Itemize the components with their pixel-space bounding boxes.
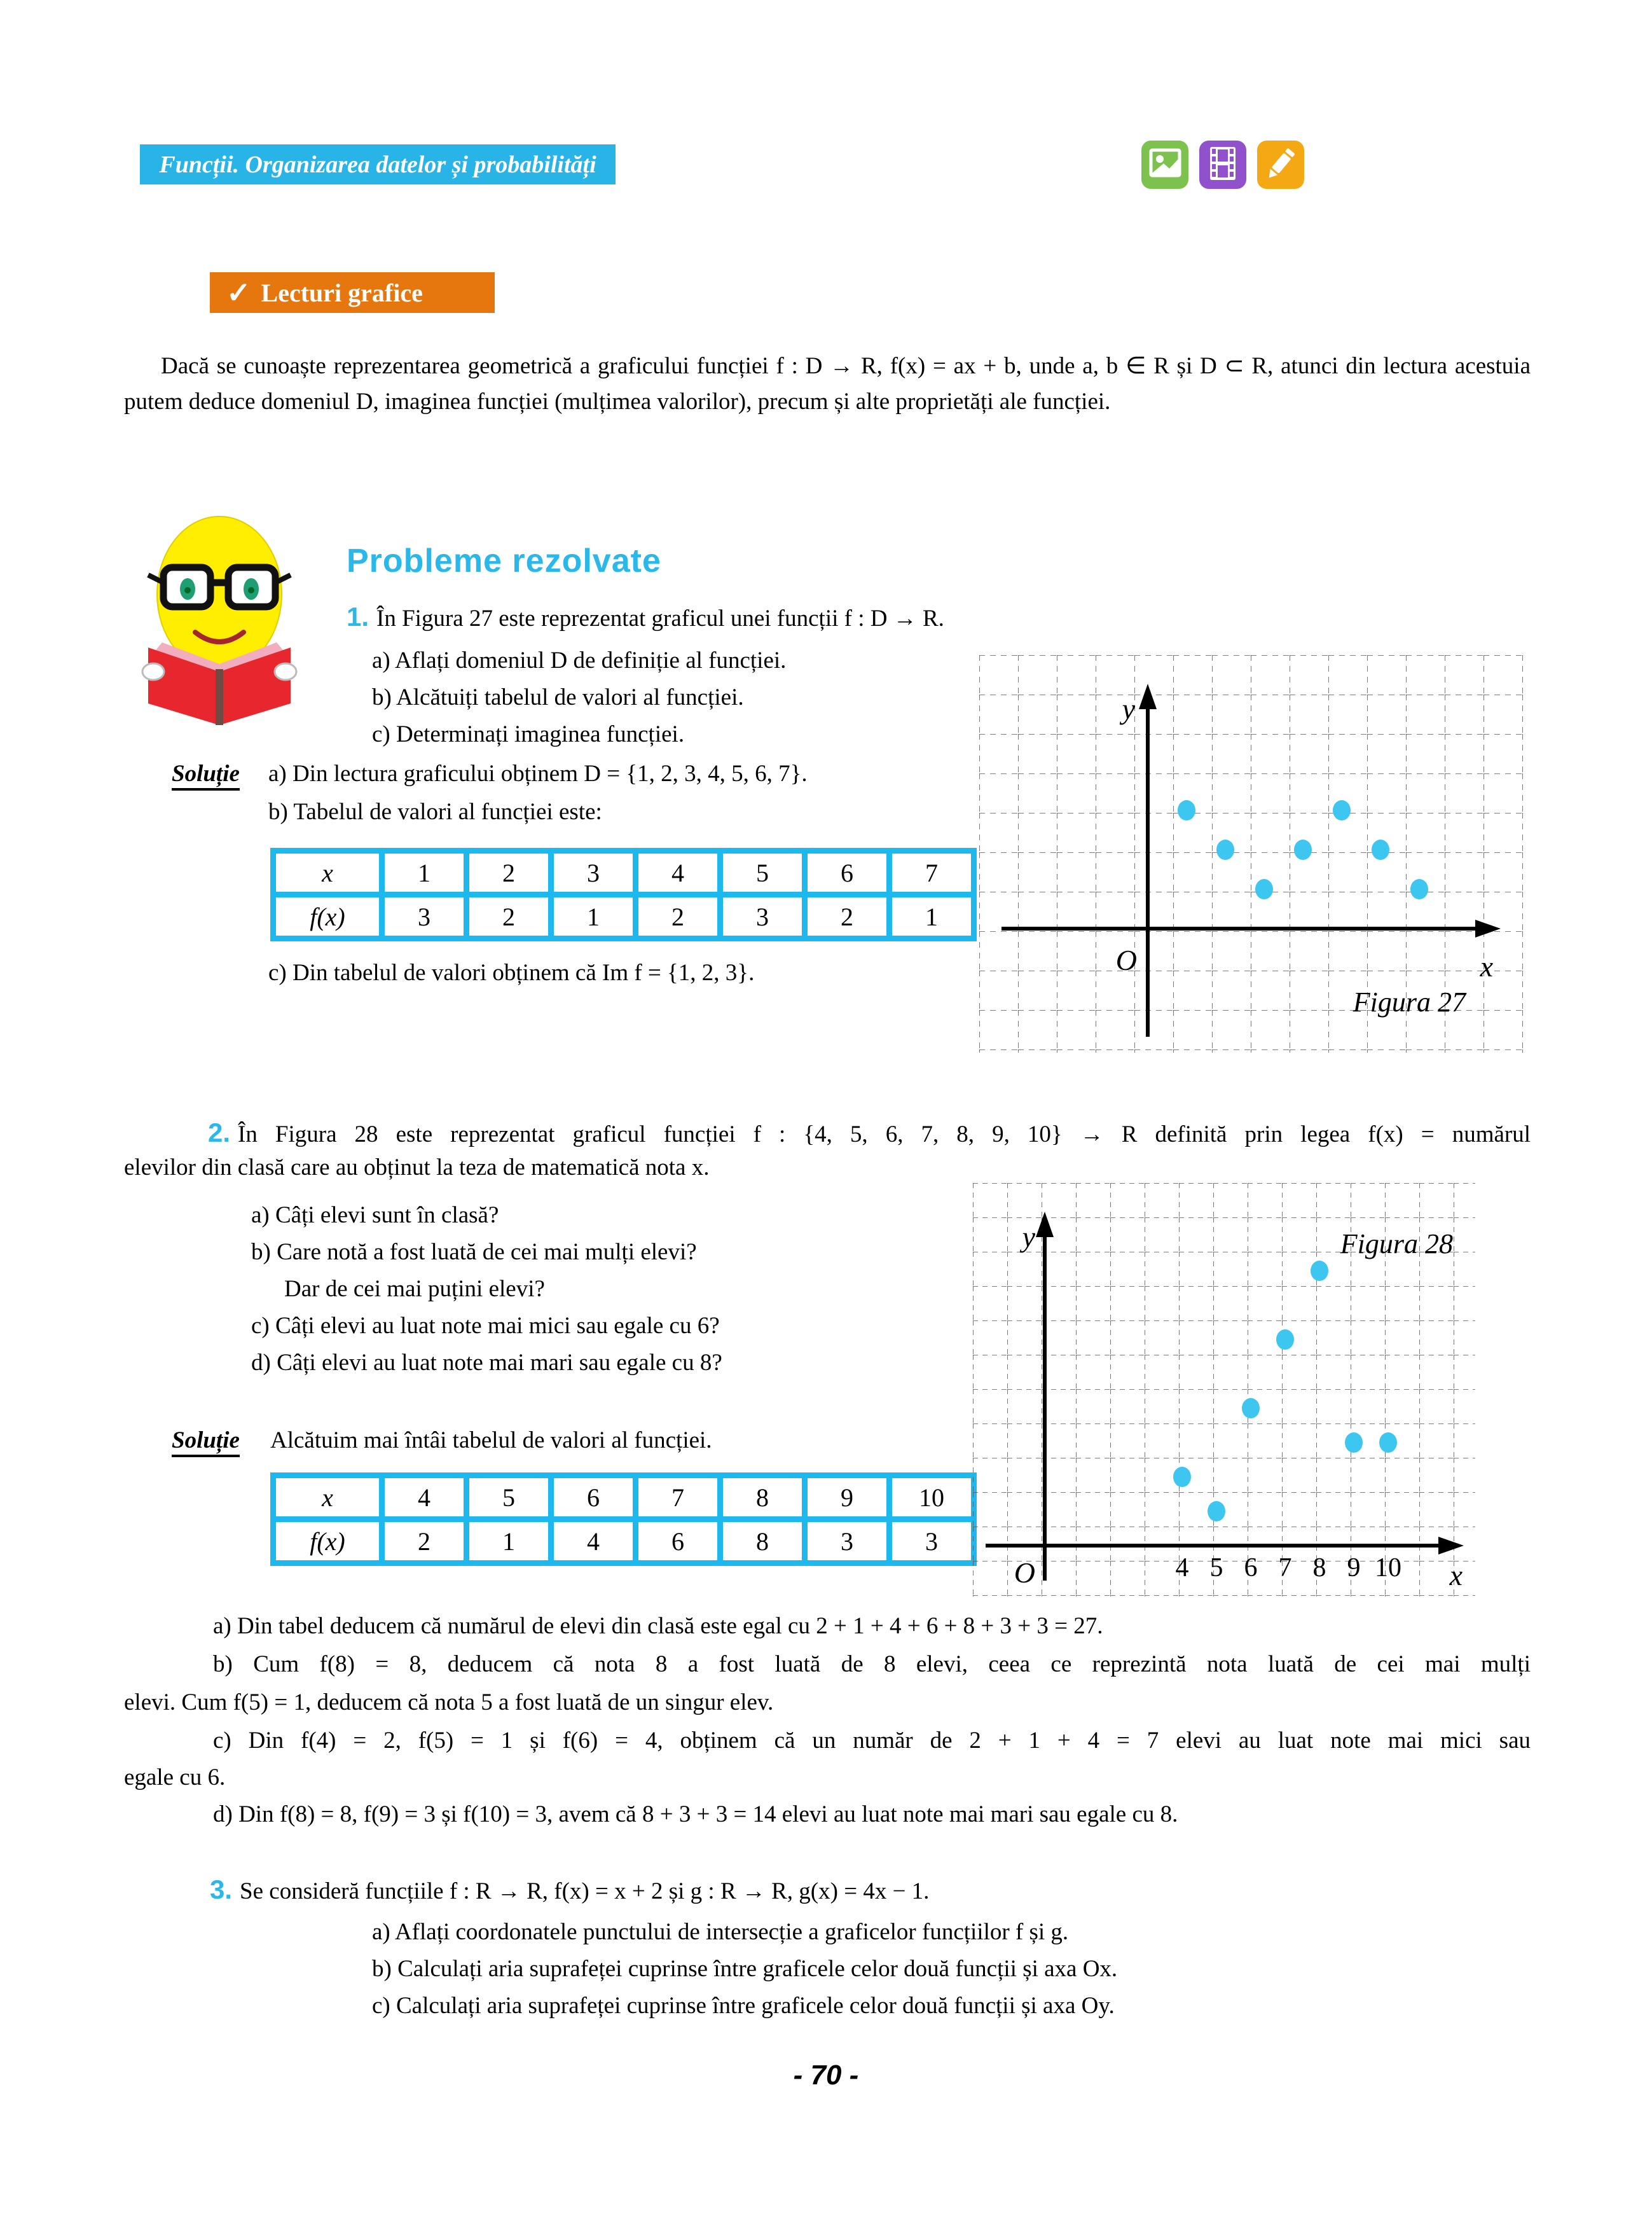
checkmark-icon: ✓ (226, 277, 251, 309)
chapter-banner-label: Funcții. Organizarea datelor și probabilități (159, 151, 596, 178)
problem1-solution-a: a) Din lectura graficului obținem D = {1, 2, 3, 4, 5, 6, 7}. (268, 761, 808, 787)
x-axis-label: x (1449, 1559, 1463, 1591)
problem2-solution-label: Soluție (172, 1425, 240, 1457)
problem2-item-c: c) Câți elevi au luat note mai mici sau egale cu 6? (251, 1313, 720, 1339)
problem1-number: 1. (347, 602, 369, 632)
table-row (276, 1478, 971, 1516)
x-tick: 9 (1347, 1553, 1361, 1582)
data-point (1294, 840, 1312, 860)
table-cell: 3 (808, 1522, 886, 1560)
problem3-statement: 3. Se consideră funcțiile f : R → R, f(x) = x + 2 și g : R → R, g(x) = 4x − 1. (210, 1874, 930, 1904)
problem2-solution-c-line2: egale cu 6. (124, 1764, 226, 1790)
x-tick: 5 (1209, 1553, 1223, 1582)
table-cell: 3 (723, 897, 802, 936)
table-cell: f(x) (276, 1522, 379, 1560)
problem2-solution-c-line1: c) Din f(4) = 2, f(5) = 1 și f(6) = 4, obținem că un număr de 2 + 1 + 4 = 7 elevi au luat note mai mici sau (213, 1728, 1531, 1754)
table-cell: 3 (892, 1522, 971, 1560)
y-axis-label: y (1022, 1221, 1035, 1253)
chapter-banner (140, 144, 616, 184)
data-point (1333, 800, 1351, 821)
problem2-solution-a: a) Din tabel deducem că numărul de elevi din clasă este egal cu 2 + 1 + 4 + 6 + 8 + 3 + 3 = 27. (213, 1613, 1103, 1639)
values-table-2 (270, 1472, 977, 1566)
pencil-icon (1257, 139, 1304, 191)
table-cell: x (276, 1478, 379, 1516)
table-cell: 5 (723, 854, 802, 892)
table-cell: 2 (638, 897, 717, 936)
problem2-solution-d: d) Din f(8) = 8, f(9) = 3 și f(10) = 3, avem că 8 + 3 + 3 = 14 elevi au luat note mai mari sau egale cu 8. (213, 1801, 1178, 1827)
table-cell: 2 (385, 1522, 464, 1560)
x-tick: 8 (1312, 1553, 1326, 1582)
table-cell: 4 (554, 1522, 633, 1560)
data-point (1255, 879, 1273, 899)
mascot-reading-icon (124, 513, 315, 732)
problem1-item-b: b) Alcătuiți tabelul de valori al funcției. (372, 684, 744, 710)
origin-label: O (1115, 944, 1137, 976)
values-table-1 (270, 848, 977, 941)
problem1-item-a: a) Aflați domeniul D de definiție al funcției. (372, 647, 787, 674)
x-axis-label: x (1480, 950, 1493, 983)
table-cell: 3 (385, 897, 464, 936)
table-cell: 1 (469, 1522, 548, 1560)
problems-heading: Probleme rezolvate (347, 543, 661, 579)
table-cell: 2 (469, 854, 548, 892)
intro-paragraph: Dacă se cunoaște reprezentarea geometrică a graficului funcției f : D → R, f(x) = ax + b, unde a, b ∈ R și D ⊂ R, atunci din lectura acestuia putem deduce domeniul D, imaginea funcției (mulțimea valorilor), precum și alte proprietăți ale funcției. (124, 353, 1531, 415)
data-point (1372, 840, 1389, 860)
table-cell: 1 (554, 897, 633, 936)
table-cell: 8 (723, 1478, 802, 1516)
pencil-button[interactable] (1257, 141, 1304, 189)
problem3-number: 3. (210, 1874, 233, 1904)
table-cell: 6 (638, 1522, 717, 1560)
table-cell: f(x) (276, 897, 379, 936)
table-row (276, 897, 971, 936)
data-point (1345, 1432, 1363, 1453)
problem3-item-c: c) Calculați aria suprafeței cuprinse între graficele celor două funcții și axa Oy. (372, 1993, 1115, 2019)
x-tick: 6 (1244, 1553, 1258, 1582)
table-row (276, 854, 971, 892)
table-cell: 2 (469, 897, 548, 936)
table-cell: 6 (554, 1478, 633, 1516)
problem1-solution-label: Soluție (172, 758, 240, 790)
table-cell: 4 (385, 1478, 464, 1516)
table-row (276, 1522, 971, 1560)
problem2-item-b: b) Care notă a fost luată de cei mai mulți elevi? (251, 1239, 697, 1265)
data-point (1173, 1467, 1191, 1487)
figure-27 (979, 655, 1523, 1056)
table-cell: 2 (808, 897, 886, 936)
x-tick: 10 (1375, 1553, 1401, 1582)
image-button[interactable] (1141, 141, 1188, 189)
problem1-statement: 1. În Figura 27 este reprezentat graficul unei funcții f : D → R. (347, 602, 944, 632)
problem2-item-d: d) Câți elevi au luat note mai mari sau egale cu 8? (251, 1350, 722, 1376)
table-cell: 3 (554, 854, 633, 892)
section-heading (210, 272, 495, 313)
problem2-statement-line1: 2. În Figura 28 este reprezentat graficul funcției f : {4, 5, 6, 7, 8, 9, 10} → R definită prin legea f(x) = numărul (208, 1118, 1531, 1147)
table-cell: 5 (469, 1478, 548, 1516)
data-point (1208, 1501, 1225, 1521)
table-cell: 1 (892, 897, 971, 936)
problem3-item-b: b) Calculați aria suprafeței cuprinse între graficele celor două funcții și axa Ox. (372, 1956, 1118, 1982)
data-point (1379, 1432, 1397, 1453)
table-cell: 10 (892, 1478, 971, 1516)
problem2-solution-intro: Alcătuim mai întâi tabelul de valori al funcției. (270, 1427, 712, 1453)
table-cell: 9 (808, 1478, 886, 1516)
table-cell: 4 (638, 854, 717, 892)
figure-28 (973, 1183, 1475, 1600)
table-cell: 1 (385, 854, 464, 892)
table-cell: 8 (723, 1522, 802, 1560)
y-axis-label: y (1122, 693, 1135, 725)
problem1-solution-b: b) Tabelul de valori al funcției este: (268, 799, 602, 825)
table-cell: 7 (892, 854, 971, 892)
section-heading-label: Lecturi grafice (261, 278, 423, 307)
data-point (1311, 1261, 1328, 1281)
problem2-statement-line2: elevilor din clasă care au obținut la teza de matematică nota x. (124, 1154, 710, 1181)
x-tick: 7 (1278, 1553, 1292, 1582)
problem2-item-b2: Dar de cei mai puțini elevi? (284, 1276, 545, 1302)
film-button[interactable] (1199, 141, 1246, 189)
film-icon (1199, 139, 1246, 191)
table-cell: 7 (638, 1478, 717, 1516)
problem2-solution-b-line2: elevi. Cum f(5) = 1, deducem că nota 5 a fost luată de un singur elev. (124, 1689, 774, 1715)
data-point (1242, 1398, 1260, 1418)
data-point (1276, 1329, 1294, 1350)
problem1-item-c: c) Determinați imaginea funcției. (372, 721, 685, 747)
figure-caption: Figura 28 (1340, 1228, 1453, 1259)
problem1-solution-c: c) Din tabelul de valori obținem că Im f = {1, 2, 3}. (268, 960, 755, 986)
origin-label: O (1014, 1556, 1035, 1589)
x-tick: 4 (1175, 1553, 1189, 1582)
problem2-solution-b-line1: b) Cum f(8) = 8, deducem că nota 8 a fost luată de 8 elevi, ceea ce reprezintă nota luată de cei mai mulți (213, 1651, 1531, 1677)
image-icon (1141, 139, 1188, 191)
data-point (1178, 800, 1195, 821)
figure-caption: Figura 27 (1353, 987, 1466, 1018)
data-point (1410, 879, 1428, 899)
problem2-item-a: a) Câți elevi sunt în clasă? (251, 1202, 499, 1228)
problem3-item-a: a) Aflați coordonatele punctului de intersecție a graficelor funcțiilor f și g. (372, 1919, 1069, 1945)
data-point (1216, 840, 1234, 860)
page-number: - 70 - (793, 2060, 859, 2091)
table-cell: x (276, 854, 379, 892)
table-cell: 6 (808, 854, 886, 892)
problem2-number: 2. (208, 1118, 231, 1147)
